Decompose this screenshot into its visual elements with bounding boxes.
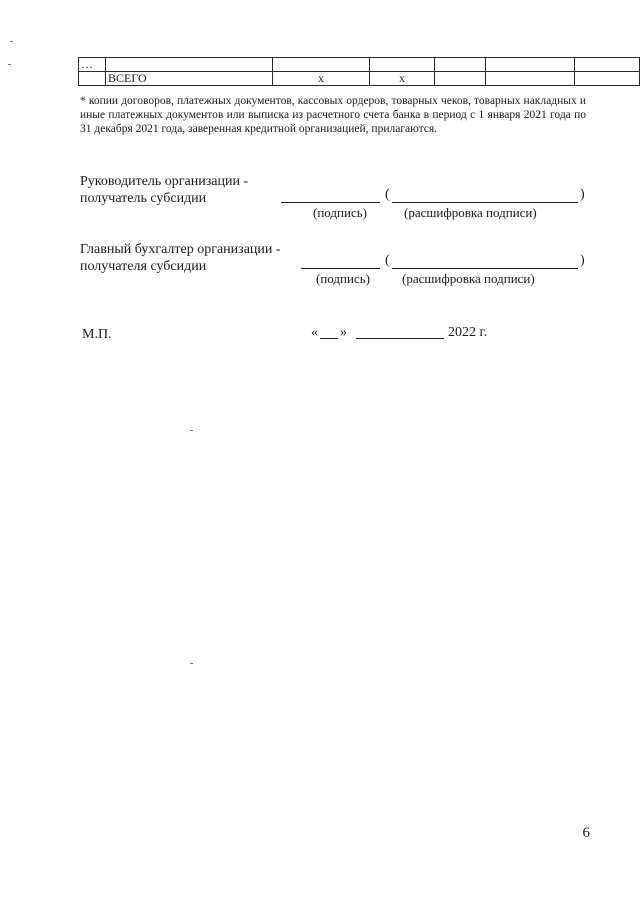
- table-cell: [370, 58, 435, 72]
- head-label-line2: получатель субсидии: [80, 191, 207, 206]
- totals-table: [78, 57, 640, 86]
- scan-speck: [190, 663, 193, 664]
- stamp-label: М.П.: [82, 327, 112, 342]
- date-year: 2022 г.: [448, 325, 488, 340]
- head-caption-signature: (подпись): [313, 205, 367, 220]
- head-close-paren: ): [580, 187, 585, 202]
- scan-speck: [10, 41, 13, 42]
- accountant-caption-decoding: (расшифровка подписи): [402, 271, 535, 286]
- table-cell: [273, 58, 370, 72]
- table-cell: [486, 58, 575, 72]
- table-row: [79, 72, 640, 86]
- accountant-signature-line: [301, 268, 380, 269]
- table-cell: [435, 72, 486, 86]
- scan-speck: [8, 64, 11, 65]
- table-cell: [435, 58, 486, 72]
- table-cell: [106, 58, 273, 72]
- table-row: [79, 58, 640, 72]
- table-cell-total-label: ВСЕГО: [106, 72, 273, 86]
- head-signature-line: [281, 202, 380, 203]
- accountant-caption-signature: (подпись): [316, 271, 370, 286]
- accountant-label-line1: Главный бухгалтер организации -: [80, 242, 281, 257]
- date-close-quote: »: [340, 325, 347, 340]
- table-cell: [79, 72, 106, 86]
- date-open-quote: «: [311, 325, 318, 340]
- date-day-line: [320, 338, 338, 339]
- accountant-open-paren: (: [385, 253, 390, 268]
- table-cell: х: [370, 72, 435, 86]
- page-number: 6: [582, 825, 590, 841]
- accountant-close-paren: ): [580, 253, 585, 268]
- table-cell: [575, 72, 640, 86]
- head-decoding-line: [392, 202, 578, 203]
- head-caption-decoding: (расшифровка подписи): [404, 205, 537, 220]
- scan-speck: [190, 430, 193, 431]
- accountant-label-line2: получателя субсидии: [80, 259, 207, 274]
- table-cell: х: [273, 72, 370, 86]
- footnote: * копии договоров, платежных документов, кассовых ордеров, товарных чеков, товарных накладных и иные платежных документов или выписка из расчетного счета банка в период с 1 января 2021 года по 31 декабря 2021 года, заверенная кредитной организацией, прилагаются.: [80, 95, 586, 135]
- table-cell: [486, 72, 575, 86]
- accountant-decoding-line: [392, 268, 578, 269]
- date-month-line: [356, 338, 444, 339]
- table-cell: [575, 58, 640, 72]
- head-open-paren: (: [385, 187, 390, 202]
- table-cell: …: [79, 58, 106, 72]
- head-label-line1: Руководитель организации -: [80, 174, 249, 189]
